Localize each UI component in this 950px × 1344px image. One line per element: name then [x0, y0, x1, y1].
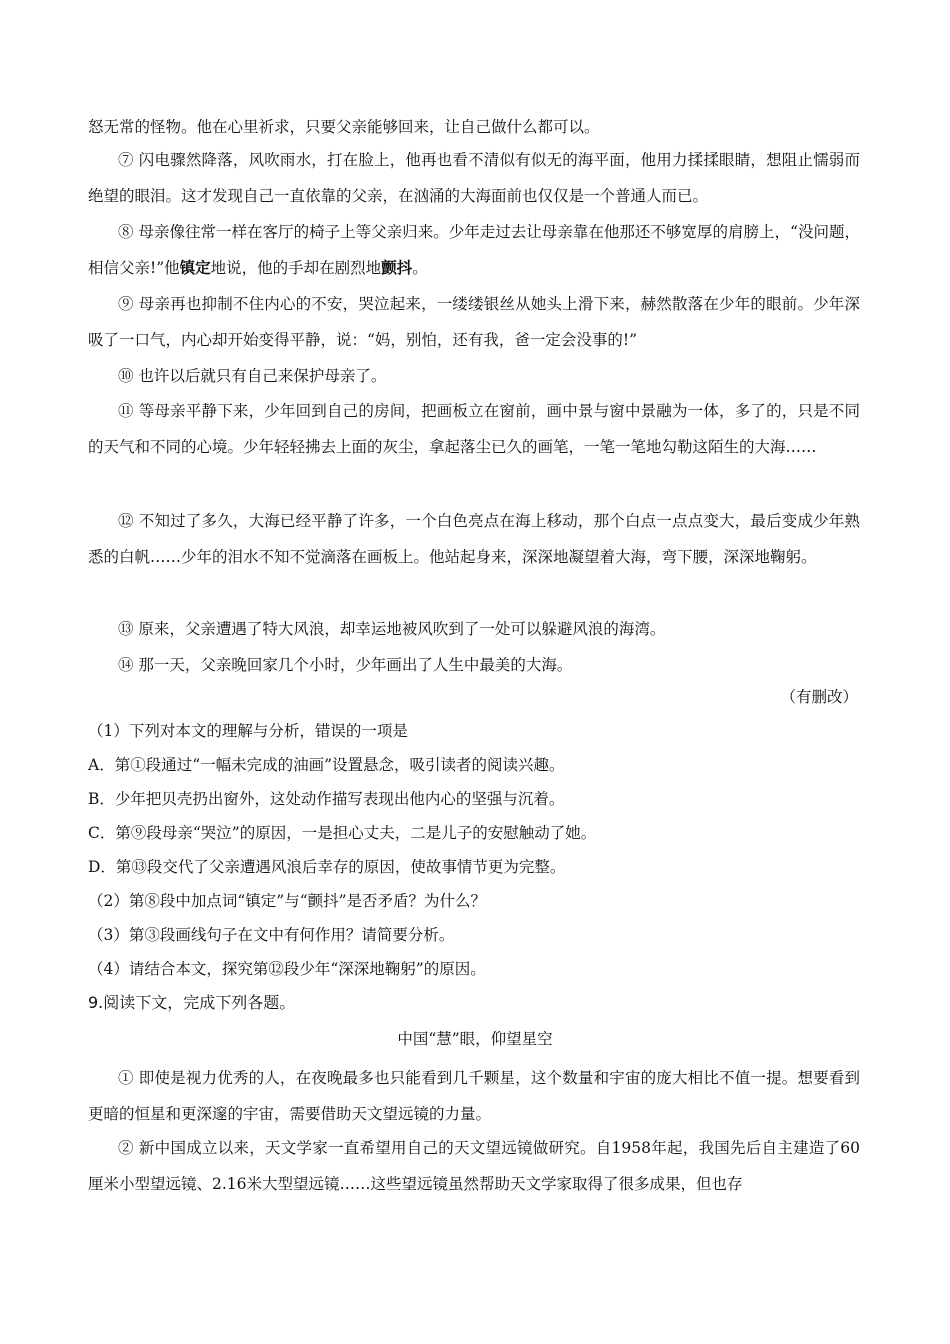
paragraph-8-text-a: ⑧ 母亲像往常一样在客厅的椅子上等父亲归来。少年走过去让母亲靠在他那还不够宽厚的肩膀上，“没问题，相信父亲!”他 — [88, 223, 860, 277]
option-d: D．第⑬段交代了父亲遭遇风浪后幸存的原因，使故事情节更为完整。 — [88, 858, 566, 876]
story-paragraph-10: ⑩ 也许以后就只有自己来保护母亲了。 — [118, 367, 387, 385]
story-paragraph-7: ⑦ 闪电骤然降落，风吹雨水，打在脸上，他再也看不清似有似无的海平面，他用力揉揉眼睛，想阻止懦弱而绝望的眼泪。这才发现自己一直依靠的父亲，在汹涌的大海面前也仅仅是一个普通人而已。 — [88, 151, 860, 205]
dotted-word-zhending: 镇定 — [179, 258, 211, 277]
story-paragraph-14: ⑭ 那一天，父亲晚回家几个小时，少年画出了人生中最美的大海。 — [118, 656, 573, 674]
article-paragraph-2: ② 新中国成立以来，天文学家一直希望用自己的天文望远镜做研究。自1958年起，我国先后自主建造了60厘米小型望远镜、2.16米大型望远镜……这些望远镜虽然帮助天文学家取得了很多成果，但也存 — [88, 1139, 860, 1193]
article-paragraph-1: ① 即使是视力优秀的人，在夜晚最多也只能看到几千颗星，这个数量和宇宙的庞大相比不值一提。想要看到更暗的恒星和更深邃的宇宙，需要借助天文望远镜的力量。 — [88, 1069, 860, 1123]
story-paragraph-13: ⑬ 原来，父亲遭遇了特大风浪，却幸运地被风吹到了一处可以躲避风浪的海湾。 — [118, 620, 666, 638]
article-title: 中国“慧”眼，仰望星空 — [397, 1030, 553, 1048]
story-paragraph-6-end: 怒无常的怪物。他在心里祈求，只要父亲能够回来，让自己做什么都可以。 — [88, 118, 600, 136]
question-4: （4）请结合本文，探究第⑫段少年“深深地鞠躬”的原因。 — [88, 960, 486, 978]
question-1: （1）下列对本文的理解与分析，错误的一项是 — [88, 722, 408, 740]
option-a: A．第①段通过“一幅未完成的油画”设置悬念，吸引读者的阅读兴趣。 — [88, 756, 565, 774]
question-2: （2）第⑧段中加点词“镇定”与“颤抖”是否矛盾？为什么？ — [88, 892, 487, 910]
question-3: （3）第③段画线句子在文中有何作用？请简要分析。 — [88, 926, 455, 944]
story-paragraph-11: ⑪ 等母亲平静下来，少年回到自己的房间，把画板立在窗前，画中景与窗中景融为一体，多了的，只是不同的天气和不同的心境。少年轻轻拂去上面的灰尘，拿起落尘已久的画笔，一笔一笔地勾勒这陌生的大海…… — [88, 402, 860, 456]
edit-note: （有删改） — [780, 688, 858, 706]
story-paragraph-8 — [88, 214, 860, 286]
dotted-word-chandou: 颤抖 — [381, 258, 413, 277]
story-paragraph-9: ⑨ 母亲再也抑制不住内心的不安，哭泣起来，一缕缕银丝从她头上滑下来，赫然散落在少年的眼前。少年深吸了一口气，内心却开始变得平静，说：“妈，别怕，还有我，爸一定会没事的!” — [88, 295, 860, 349]
paragraph-8-text-d: 。 — [412, 259, 428, 277]
story-paragraph-12: ⑫ 不知过了多久，大海已经平静了许多，一个白色亮点在海上移动，那个白点一点点变大，最后变成少年熟悉的白帆……少年的泪水不知不觉滴落在画板上。他站起身来，深深地凝望着大海，弯下腰，深深地鞠躬。 — [88, 512, 860, 566]
option-b: B．少年把贝壳扔出窗外，这处动作描写表现出他内心的坚强与沉着。 — [88, 790, 565, 808]
option-c: C．第⑨段母亲“哭泣”的原因，一是担心丈夫，二是儿子的安慰触动了她。 — [88, 824, 597, 842]
section-9-heading: 9.阅读下文，完成下列各题。 — [88, 993, 296, 1012]
paragraph-8-text-c: 地说，他的手却在剧烈地 — [210, 259, 382, 277]
